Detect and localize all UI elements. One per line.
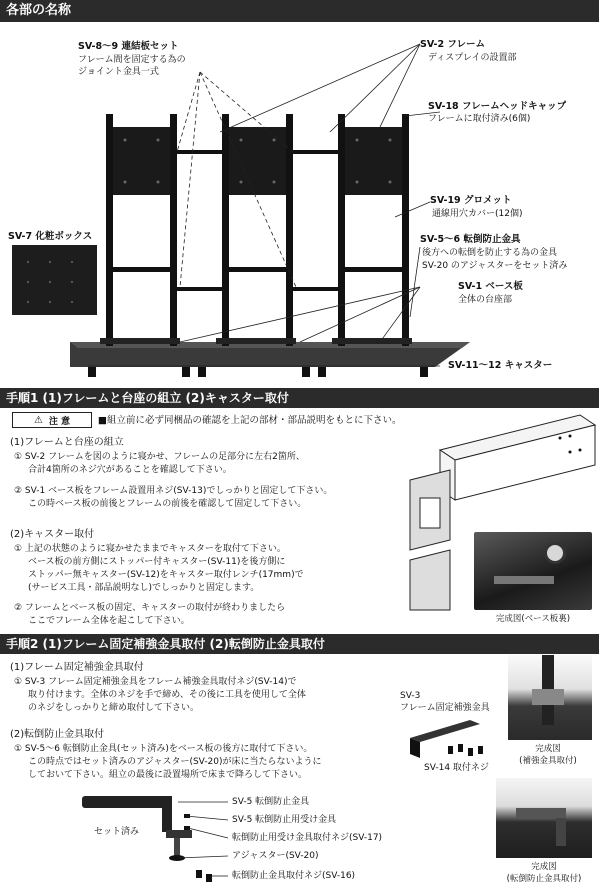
step1-s2-line2: ベース板の前方側にストッパー付キャスター(SV-11)を後方側に	[28, 557, 286, 567]
caster-underside-photo	[474, 532, 592, 610]
label-sv2-desc: ディスプレイの設置部	[428, 53, 517, 63]
label-sv5-6: SV-5～6 転倒防止金具	[420, 234, 521, 245]
label-sv5-6-desc2: SV-20 のアジャスターをセット済み	[422, 261, 568, 271]
label-sv19: SV-19 グロメット	[430, 195, 512, 206]
display-panels	[113, 127, 402, 195]
step2-title: 手順2 (1)フレーム固定補強金具取付 (2)転倒防止金具取付	[6, 637, 325, 651]
label-sv5-6-desc1: 後方への転倒を防止する為の金具	[422, 248, 558, 258]
step1-s2-line4: (サービス工具・部品説明なし)でしっかりと固定します。	[28, 583, 260, 593]
sv14-label: SV-14 取付ネジ	[424, 763, 489, 773]
section-header-step1	[0, 388, 599, 408]
label-sv7: SV-7 化粧ボックス	[8, 231, 93, 242]
label-sv8-9-desc2: ジョイント金具一式	[78, 67, 159, 77]
anti-tip-label2: SV-5 転倒防止用受け金具	[232, 815, 337, 825]
anti-tip-bracket-illustration	[78, 790, 238, 890]
step1-s1-line1: ① SV-2 フレームを図のように寝かせ、フレームの足部分に左右2箇所、	[14, 452, 305, 462]
caution-badge	[12, 412, 92, 428]
step2-s1-heading: (1)フレーム固定補強金具取付	[10, 662, 144, 673]
warning-icon: ⚠	[33, 414, 43, 426]
label-sv8-9: SV-8～9 連結板セット	[78, 41, 179, 52]
done1-caption-line1: 完成図	[535, 744, 561, 754]
step2-s2-line1: ① SV-5～6 転倒防止金具(セット済み)をベース板の後方に取付て下さい。	[14, 744, 313, 754]
casters	[88, 367, 428, 377]
step2-s1-line2: 取り付けます。全体のネジを手で締め、その後に工具を使用して全体	[28, 690, 306, 700]
section-header-step2	[0, 634, 599, 654]
page-title: 各部の名称	[6, 3, 72, 18]
step1-s1-line2: 合計4箇所のネジ穴があることを確認して下さい。	[28, 465, 232, 475]
done2-caption-line2: (転倒防止金具取付)	[506, 874, 582, 884]
anti-tip-label1: SV-5 転倒防止金具	[232, 797, 310, 807]
step1-s2-heading: (2)キャスター取付	[10, 529, 95, 540]
label-sv2: SV-2 フレーム	[420, 39, 485, 50]
step1-s1-heading: (1)フレームと台座の組立	[10, 437, 124, 448]
anti-tip-done-photo	[496, 778, 592, 858]
done2-caption-line1: 完成図	[531, 862, 557, 872]
sv3-label2: フレーム固定補強金具	[400, 703, 490, 713]
caution-label: 注 意	[48, 416, 71, 427]
anti-tip-label3: 転倒防止用受け金具取付ネジ(SV-17)	[232, 833, 383, 843]
step1-caption: 完成図(ベース板裏)	[495, 614, 571, 624]
anti-tip-label4: アジャスター(SV-20)	[232, 851, 319, 861]
sv3-label1: SV-3	[400, 691, 421, 701]
step1-s2-line1: ① 上記の状態のように寝かせたままでキャスターを取付て下さい。	[14, 544, 286, 554]
step2-s1-line3: のネジをしっかりと締め取付して下さい。	[28, 703, 200, 713]
reinforcement-bracket-illustration	[400, 718, 510, 768]
step2-s2-line3: しておいて下さい。組立の最後に設置場所で床まで降ろして下さい。	[28, 770, 308, 780]
step2-s2-heading: (2)転倒防止金具取付	[10, 729, 105, 740]
done1-caption-line2: (補強金具取付)	[519, 756, 577, 766]
caution-text: ■組立前に必ず同梱品の確認を上記の部材・部品説明をもとに下さい。	[98, 415, 402, 426]
anti-tip-label5: 転倒防止金具取付ネジ(SV-16)	[232, 871, 356, 881]
label-sv11-12: SV-11～12 キャスター	[448, 360, 553, 371]
label-sv1-desc: 全体の台座部	[458, 295, 513, 305]
step2-s1-line1: ① SV-3 フレーム固定補強金具をフレーム補強金具取付ネジ(SV-14)で	[14, 677, 297, 687]
step1-s1-line4: この時ベース板の前後とフレームの前後を確認して固定して下さい。	[28, 499, 307, 509]
step1-title: 手順1 (1)フレームと台座の組立 (2)キャスター取付	[6, 391, 289, 405]
step1-s2-line3: ストッパー無キャスター(SV-12)をキャスター取付レンチ(17mm)で	[28, 570, 304, 580]
label-sv18: SV-18 フレームヘッドキャップ	[428, 101, 567, 112]
label-sv18-desc: フレームに取付済み(6個)	[428, 114, 531, 124]
section-header-part-names	[0, 0, 599, 22]
step1-s2-line5: ② フレームとベース板の固定、キャスターの取付が終わりましたら	[14, 603, 286, 613]
step1-s1-line3: ② SV-1 ベース板をフレーム設置用ネジ(SV-13)でしっかりと固定して下さい。	[14, 486, 333, 496]
makeup-box	[12, 245, 97, 315]
step2-s2-line2: この時点ではセット済みのアジャスター(SV-20)が床に当たらないように	[28, 757, 322, 767]
label-sv1: SV-1 ベース板	[458, 281, 523, 292]
label-sv19-desc: 通線用穴カバー(12個)	[432, 209, 523, 219]
label-sv8-9-desc1: フレーム間を固定する為の	[78, 55, 186, 65]
reinforcement-done-photo	[508, 655, 592, 740]
set-label: セット済み	[94, 827, 140, 837]
step1-s2-line6: ここでフレーム全体を起こして下さい。	[28, 616, 190, 626]
